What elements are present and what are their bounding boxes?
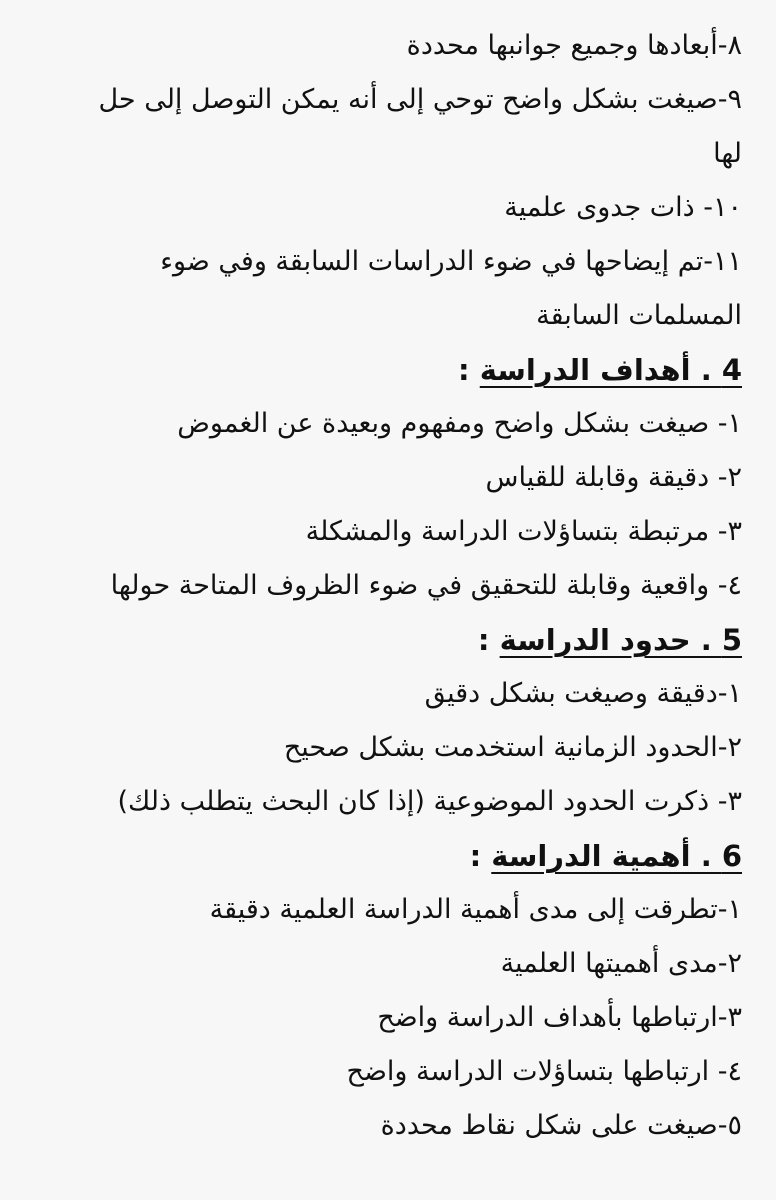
section-title: 6 . أهمية الدراسة [491, 839, 742, 873]
list-item: ١- صيغت بشكل واضح ومفهوم وبعيدة عن الغموض [177, 408, 742, 439]
list-item: ٤- ارتباطها بتساؤلات الدراسة واضح [346, 1056, 742, 1087]
list-item: ٢-مدى أهميتها العلمية [500, 948, 742, 979]
list-item: ٣- مرتبطة بتساؤلات الدراسة والمشكلة [305, 516, 742, 547]
list-item: ٨-أبعادها وجميع جوانبها محددة [406, 30, 742, 61]
list-item-continuation: المسلمات السابقة [536, 300, 742, 331]
list-item: ٢- دقيقة وقابلة للقياس [485, 462, 742, 493]
section-colon: : [477, 623, 500, 657]
list-item: ٥-صيغت على شكل نقاط محددة [380, 1110, 742, 1141]
section-heading-limits [26, 613, 742, 667]
top-margin [26, 0, 742, 19]
list-item: ٩-صيغت بشكل واضح توحي إلى أنه يمكن التوصل إلى حل [98, 84, 742, 115]
section-colon: : [458, 353, 480, 387]
section-title: 4 . أهداف الدراسة [479, 353, 742, 387]
list-item: ٤- واقعية وقابلة للتحقيق في ضوء الظروف المتاحة حولها [110, 570, 742, 601]
list-item: ١٠- ذات جدوى علمية [504, 192, 742, 223]
section-heading-importance [26, 829, 742, 883]
section-heading-objectives [26, 343, 742, 397]
list-item: ٣-ارتباطها بأهداف الدراسة واضح [377, 1002, 742, 1033]
list-item: ١-تطرقت إلى مدى أهمية الدراسة العلمية دقيقة [209, 894, 742, 925]
list-item: ١١-تم إيضاحها في ضوء الدراسات السابقة وفي ضوء [160, 246, 742, 277]
list-item: ٣- ذكرت الحدود الموضوعية (إذا كان البحث يتطلب ذلك) [117, 786, 742, 817]
list-item: ٢-الحدود الزمانية استخدمت بشكل صحيح [283, 732, 742, 763]
section-title: 5 . حدود الدراسة [499, 623, 742, 657]
list-item: ١-دقيقة وصيغت بشكل دقيق [424, 678, 742, 709]
section-colon: : [469, 839, 492, 873]
list-item-continuation: لها [713, 138, 742, 169]
